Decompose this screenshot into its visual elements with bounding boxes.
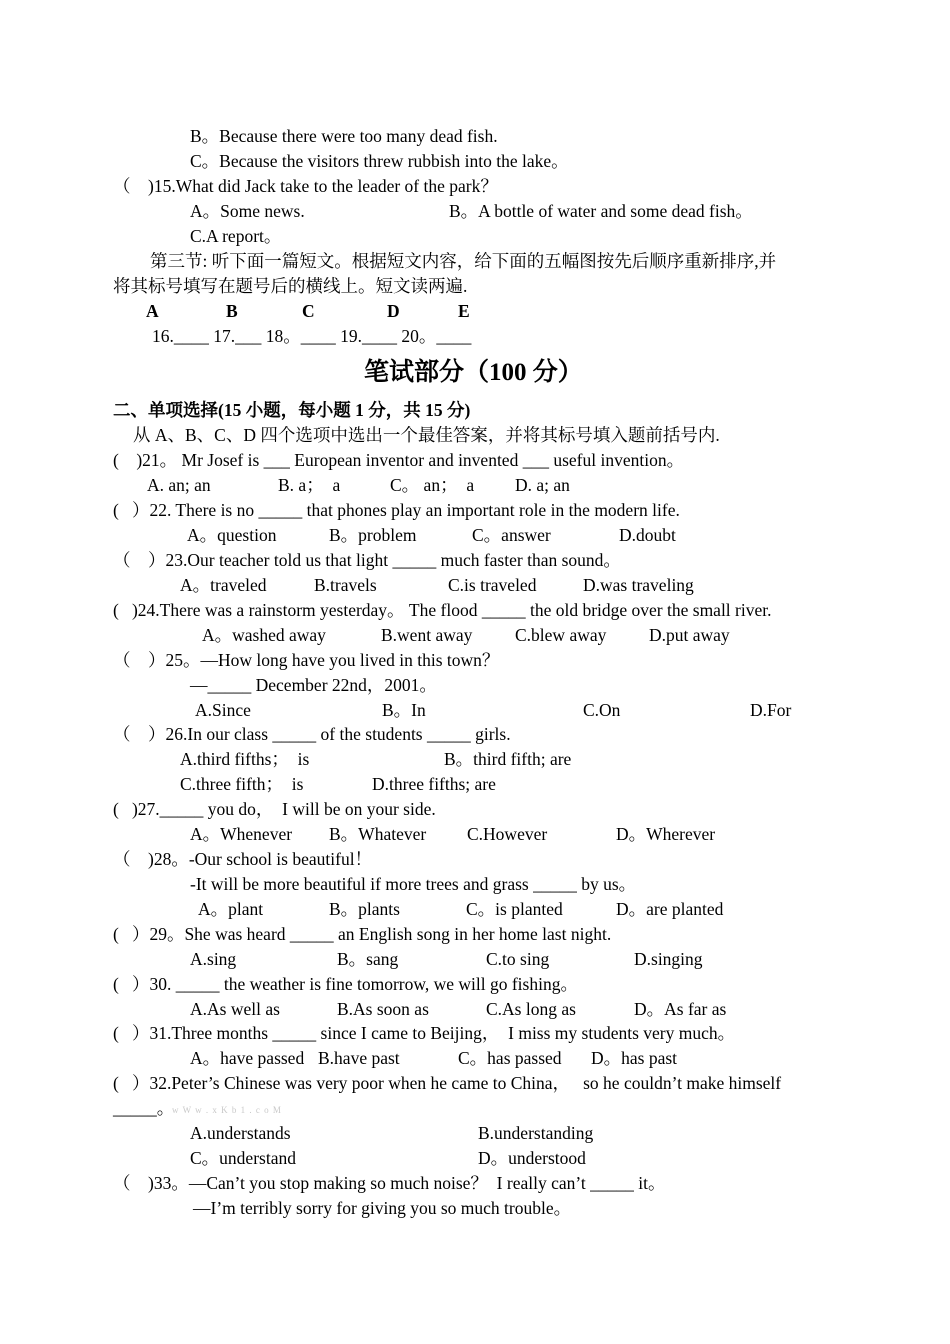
- q32-option-b: B.understanding: [478, 1123, 594, 1143]
- q21-option-d: D. a; an: [515, 475, 570, 495]
- q30-option-a: A.As well as: [190, 999, 280, 1019]
- q15-option-b: B。A bottle of water and some dead fish。: [449, 201, 753, 221]
- q27-option-b: B。Whatever: [329, 824, 427, 844]
- q25-option-b: B。In: [382, 700, 426, 720]
- q24-stem: ( )24.There was a rainstorm yesterday。 The flood _____ the old bridge over the small river.: [113, 600, 772, 620]
- part2-instruction: 从 A、B、C、D 四个选项中选出一个最佳答案，并将其标号填入题前括号内.: [133, 425, 720, 445]
- q23-option-a: A。traveled: [180, 575, 267, 595]
- q23-option-d: D.was traveling: [583, 575, 694, 595]
- q26-option-b: B。third fifth; are: [444, 749, 572, 769]
- q33-stem: （ )33。—Can’t you stop making so much noise？ I really can’t _____ it。: [113, 1173, 666, 1193]
- q26-stem: （ ）26.In our class _____ of the students _____ girls.: [113, 724, 511, 744]
- q28-option-d: D。are planted: [616, 899, 724, 919]
- q29-option-c: C.to sing: [486, 949, 550, 969]
- q21-stem: ( )21。 Mr Josef is ___ European inventor and invented ___ useful invention。: [113, 450, 685, 470]
- watermark: w W w . x K b 1 . c o M: [172, 1105, 282, 1115]
- q27-option-a: A。Whenever: [190, 824, 293, 844]
- q27-option-c: C.However: [467, 824, 548, 844]
- q25-stem: （ ）25。—How long have you lived in this town？: [113, 650, 500, 670]
- q22-stem: ( ）22. There is no _____ that phones play an important role in the modern life.: [113, 500, 680, 520]
- written-part-title: 笔试部分（100 分）: [364, 359, 583, 386]
- section3-instruction-line1: 第三节: 听下面一篇短文。根据短文内容，给下面的五幅图按先后顺序重新排序,并: [150, 251, 777, 271]
- part2-heading: 二、单项选择(15 小题，每小题 1 分，共 15 分): [113, 400, 471, 420]
- q27-option-d: D。Wherever: [616, 824, 716, 844]
- q23-option-b: B.travels: [314, 575, 377, 595]
- q22-option-a: A。question: [187, 525, 277, 545]
- q28-stem: （ )28。-Our school is beautiful！: [113, 849, 373, 869]
- q15-option-a: A。Some news.: [190, 201, 305, 221]
- q24-option-b: B.went away: [381, 625, 473, 645]
- q24-option-c: C.blew away: [515, 625, 607, 645]
- picture-label-e: E: [458, 301, 470, 321]
- q15-option-c: C.A report。: [190, 226, 282, 246]
- q22-option-d: D.doubt: [619, 525, 676, 545]
- q28-reply: -It will be more beautiful if more trees and grass _____ by us。: [190, 874, 637, 894]
- q31-option-b: B.have past: [318, 1048, 400, 1068]
- q29-option-a: A.sing: [190, 949, 237, 969]
- q21-option-c: C。 an； a: [390, 475, 475, 495]
- picture-label-a: A: [146, 301, 159, 321]
- picture-label-d: D: [387, 301, 400, 321]
- q31-stem: ( ）31.Three months _____ since I came to Beijing， I miss my students very much。: [113, 1023, 736, 1043]
- q26-option-d: D.three fifths; are: [372, 774, 496, 794]
- q14-option-c: C。Because the visitors threw rubbish into the lake。: [190, 151, 569, 171]
- q26-option-c: C.three fifth； is: [180, 774, 304, 794]
- q21-option-a: A. an; an: [147, 475, 211, 495]
- section3-instruction-line2: 将其标号填写在题号后的横线上。短文读两遍.: [113, 276, 468, 296]
- q22-option-c: C。answer: [472, 525, 551, 545]
- q25-option-a: A.Since: [195, 700, 251, 720]
- q23-stem: （ ）23.Our teacher told us that light _____ much faster than sound。: [113, 550, 621, 570]
- q14-option-b: B。Because there were too many dead fish.: [190, 126, 498, 146]
- q32-option-c: C。understand: [190, 1148, 296, 1168]
- q31-option-d: D。has past: [591, 1048, 678, 1068]
- q28-option-a: A。plant: [198, 899, 264, 919]
- q26-option-a: A.third fifths； is: [180, 749, 310, 769]
- picture-label-b: B: [226, 301, 238, 321]
- q25-reply: —_____ December 22nd，2001。: [190, 675, 437, 695]
- q28-option-c: C。is planted: [466, 899, 563, 919]
- q27-stem: ( )27._____ you do， I will be on your side.: [113, 799, 436, 819]
- q21-option-b: B. a； a: [278, 475, 341, 495]
- q25-option-c: C.On: [583, 700, 621, 720]
- q29-option-d: D.singing: [634, 949, 703, 969]
- q30-option-d: D。As far as: [634, 999, 727, 1019]
- q29-option-b: B。sang: [337, 949, 399, 969]
- q24-option-d: D.put away: [649, 625, 730, 645]
- q24-option-a: A。washed away: [202, 625, 326, 645]
- q30-option-c: C.As long as: [486, 999, 576, 1019]
- q31-option-c: C。has passed: [458, 1048, 562, 1068]
- picture-label-c: C: [302, 301, 315, 321]
- q15-stem: （ )15.What did Jack take to the leader of the park？: [113, 176, 498, 196]
- q33-reply: —I’m terribly sorry for giving you so much trouble。: [193, 1198, 572, 1218]
- q29-stem: ( ）29。She was heard _____ an English song in her home last night.: [113, 924, 612, 944]
- q28-option-b: B。plants: [329, 899, 400, 919]
- answer-blanks-16-20: 16.____ 17.___ 18。____ 19.____ 20。____: [152, 326, 472, 346]
- q32-stem: ( ）32.Peter’s Chinese was very poor when he came to China， so he couldn’t make himself: [113, 1073, 782, 1093]
- q23-option-c: C.is traveled: [448, 575, 537, 595]
- q31-option-a: A。have passed: [190, 1048, 305, 1068]
- q30-option-b: B.As soon as: [337, 999, 429, 1019]
- q25-option-d: D.For: [750, 700, 792, 720]
- q32-option-d: D。understood: [478, 1148, 586, 1168]
- q22-option-b: B。problem: [329, 525, 417, 545]
- q30-stem: ( ）30. _____ the weather is fine tomorrow, we will go fishing。: [113, 974, 578, 994]
- q32-option-a: A.understands: [190, 1123, 291, 1143]
- q32-blank: _____。: [113, 1098, 175, 1118]
